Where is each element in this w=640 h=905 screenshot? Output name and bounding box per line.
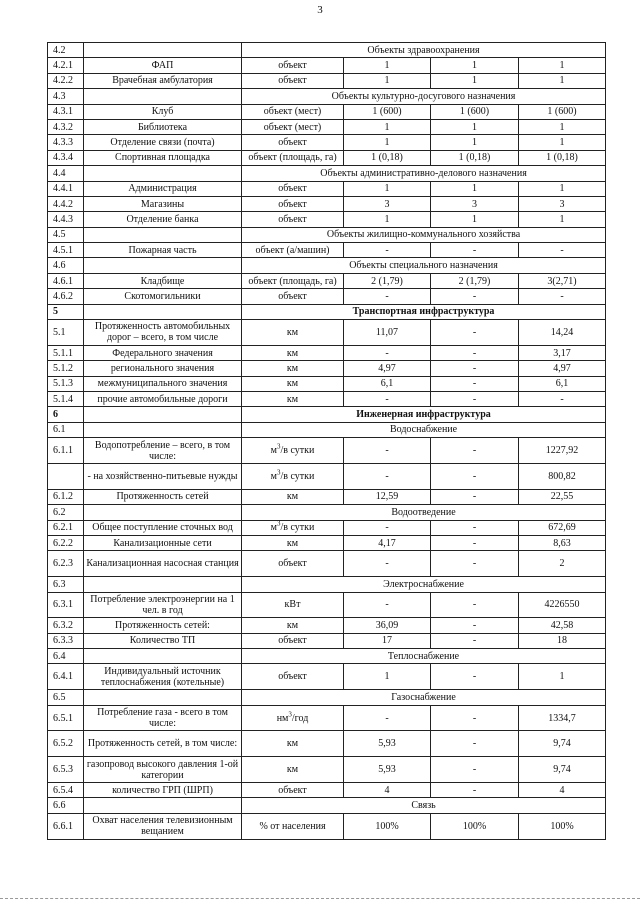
indicator-name: Пожарная часть	[84, 243, 242, 258]
indicator-name: Отделение банка	[84, 212, 242, 227]
value-cell: -	[431, 345, 519, 360]
row-number: 6.5.1	[48, 705, 84, 731]
table-row	[48, 376, 606, 391]
row-number: 6.3.3	[48, 633, 84, 648]
value-cell: -	[431, 463, 519, 489]
section-title: Объекты культурно-досугового назначения	[242, 89, 606, 104]
indicator-name: Протяженность сетей	[84, 489, 242, 504]
bottom-rule	[0, 898, 640, 899]
section-title: Теплоснабжение	[242, 649, 606, 664]
value-cell: 1	[344, 664, 431, 690]
value-cell: 1	[344, 212, 431, 227]
section-row	[48, 89, 606, 104]
value-cell: 1	[431, 212, 519, 227]
table-row	[48, 551, 606, 577]
empty-cell	[84, 258, 242, 273]
table-row	[48, 438, 606, 464]
value-cell: -	[344, 243, 431, 258]
value-cell: 4,17	[344, 535, 431, 550]
unit-cell: км	[242, 376, 344, 391]
table-row	[48, 212, 606, 227]
empty-cell	[84, 166, 242, 181]
value-cell: 4226550	[519, 592, 606, 618]
unit-cell: км	[242, 731, 344, 757]
indicator-name: Количество ТП	[84, 633, 242, 648]
indicator-name: Клуб	[84, 104, 242, 119]
table-row	[48, 273, 606, 288]
major-section-row	[48, 407, 606, 422]
unit-cell: кВт	[242, 592, 344, 618]
value-cell: 1	[344, 119, 431, 134]
value-cell: -	[344, 345, 431, 360]
indicator-name: ФАП	[84, 58, 242, 73]
value-cell: 3	[519, 196, 606, 211]
indicator-name: Канализационные сети	[84, 535, 242, 550]
value-cell: -	[431, 633, 519, 648]
row-number: 6.5.2	[48, 731, 84, 757]
value-cell: -	[431, 320, 519, 346]
value-cell: -	[431, 783, 519, 798]
value-cell: 1	[431, 119, 519, 134]
section-number: 6.1	[48, 422, 84, 437]
table-row	[48, 757, 606, 783]
value-cell: 1	[431, 181, 519, 196]
empty-cell	[84, 505, 242, 520]
value-cell: 42,58	[519, 618, 606, 633]
value-cell: 1	[519, 664, 606, 690]
indicator-name: регионального значения	[84, 361, 242, 376]
value-cell: 1	[519, 58, 606, 73]
row-number: 4.3.1	[48, 104, 84, 119]
unit-cell: км	[242, 392, 344, 407]
indicator-name: Протяженность сетей:	[84, 618, 242, 633]
unit-cell: объект (мест)	[242, 104, 344, 119]
table-row	[48, 196, 606, 211]
table-row	[48, 813, 606, 839]
value-cell: 1334,7	[519, 705, 606, 731]
table-row	[48, 463, 606, 489]
row-number: 5.1.4	[48, 392, 84, 407]
unit-cell: км	[242, 361, 344, 376]
table-row	[48, 392, 606, 407]
section-row	[48, 227, 606, 242]
unit-cell: % от населения	[242, 813, 344, 839]
section-row	[48, 505, 606, 520]
value-cell: 4	[519, 783, 606, 798]
value-cell: 1 (600)	[344, 104, 431, 119]
value-cell: 6,1	[344, 376, 431, 391]
value-cell: 3	[344, 196, 431, 211]
indicator-name: Магазины	[84, 196, 242, 211]
table-row	[48, 633, 606, 648]
value-cell: 100%	[519, 813, 606, 839]
value-cell: 1	[431, 73, 519, 88]
table-body	[48, 43, 606, 840]
section-title: Объекты административно-делового назначения	[242, 166, 606, 181]
indicator-name: Потребление электроэнергии на 1 чел. в год	[84, 592, 242, 618]
value-cell: 1	[431, 58, 519, 73]
value-cell: -	[431, 618, 519, 633]
value-cell: -	[431, 243, 519, 258]
value-cell: 1	[344, 135, 431, 150]
table-row	[48, 731, 606, 757]
value-cell: 11,07	[344, 320, 431, 346]
value-cell: -	[344, 520, 431, 535]
empty-cell	[84, 577, 242, 592]
unit-cell: $нм^3$/год	[242, 705, 344, 731]
section-row	[48, 43, 606, 58]
value-cell: 4	[344, 783, 431, 798]
value-cell: -	[431, 289, 519, 304]
table-row	[48, 150, 606, 165]
unit-cell: $м^3/в$ сутки	[242, 520, 344, 535]
empty-cell	[84, 304, 242, 319]
value-cell: -	[431, 731, 519, 757]
value-cell: -	[344, 463, 431, 489]
unit-cell: объект	[242, 196, 344, 211]
value-cell: -	[519, 392, 606, 407]
table-row	[48, 289, 606, 304]
section-title: Транспортная инфраструктура	[242, 304, 606, 319]
value-cell: 6,1	[519, 376, 606, 391]
value-cell: 18	[519, 633, 606, 648]
row-number: 5.1.3	[48, 376, 84, 391]
section-row	[48, 258, 606, 273]
value-cell: -	[431, 520, 519, 535]
indicator-name: Федерального значения	[84, 345, 242, 360]
value-cell: -	[431, 664, 519, 690]
value-cell: 12,59	[344, 489, 431, 504]
value-cell: -	[344, 592, 431, 618]
section-row	[48, 690, 606, 705]
section-number: 6.2	[48, 505, 84, 520]
value-cell: 1 (600)	[519, 104, 606, 119]
value-cell: 1 (0,18)	[431, 150, 519, 165]
section-number: 6.6	[48, 798, 84, 813]
value-cell: 800,82	[519, 463, 606, 489]
value-cell: 3,17	[519, 345, 606, 360]
row-number: 6.1.1	[48, 438, 84, 464]
row-number: 4.4.2	[48, 196, 84, 211]
section-row	[48, 798, 606, 813]
table-row	[48, 520, 606, 535]
section-number: 4.3	[48, 89, 84, 104]
row-number: 6.4.1	[48, 664, 84, 690]
value-cell: -	[519, 243, 606, 258]
table-row	[48, 664, 606, 690]
table-row	[48, 783, 606, 798]
indicator-name: количество ГРП (ШРП)	[84, 783, 242, 798]
section-title: Объекты специального назначения	[242, 258, 606, 273]
value-cell: -	[431, 535, 519, 550]
value-cell: -	[431, 705, 519, 731]
row-number: 6.5.4	[48, 783, 84, 798]
row-number: 4.6.2	[48, 289, 84, 304]
value-cell: -	[431, 438, 519, 464]
value-cell: -	[431, 489, 519, 504]
row-number: 6.5.3	[48, 757, 84, 783]
row-number: 6.1.2	[48, 489, 84, 504]
empty-cell	[84, 43, 242, 58]
indicator-name: Кладбище	[84, 273, 242, 288]
section-number: 4.6	[48, 258, 84, 273]
row-number: 6.3.2	[48, 618, 84, 633]
unit-cell: объект (мест)	[242, 119, 344, 134]
unit-cell: объект (площадь, га)	[242, 150, 344, 165]
value-cell: -	[344, 438, 431, 464]
section-number: 5	[48, 304, 84, 319]
row-number: 4.5.1	[48, 243, 84, 258]
indicator-name: Протяженность автомобильных дорог – всего, в том числе	[84, 320, 242, 346]
unit-cell: объект	[242, 633, 344, 648]
indicator-name: Скотомогильники	[84, 289, 242, 304]
table-row	[48, 104, 606, 119]
section-title: Водоотведение	[242, 505, 606, 520]
table-row	[48, 592, 606, 618]
value-cell: 8,63	[519, 535, 606, 550]
value-cell: 3	[431, 196, 519, 211]
unit-cell: объект (площадь, га)	[242, 273, 344, 288]
section-number: 4.4	[48, 166, 84, 181]
value-cell: 1	[344, 181, 431, 196]
indicator-name: Водопотребление – всего, в том числе:	[84, 438, 242, 464]
value-cell: 14,24	[519, 320, 606, 346]
unit-cell: объект	[242, 289, 344, 304]
unit-cell: км	[242, 320, 344, 346]
value-cell: 4,97	[344, 361, 431, 376]
value-cell: 3(2,71)	[519, 273, 606, 288]
unit-cell: объект	[242, 58, 344, 73]
unit-cell: км	[242, 618, 344, 633]
row-number: 5.1.2	[48, 361, 84, 376]
section-row	[48, 649, 606, 664]
value-cell: 4,97	[519, 361, 606, 376]
empty-cell	[84, 422, 242, 437]
row-number: 5.1	[48, 320, 84, 346]
section-number: 4.5	[48, 227, 84, 242]
indicator-name: межмуниципального значения	[84, 376, 242, 391]
unit-cell: объект	[242, 181, 344, 196]
unit-cell: объект (а/машин)	[242, 243, 344, 258]
indicator-name: Канализационная насосная станция	[84, 551, 242, 577]
table-row	[48, 58, 606, 73]
empty-cell	[84, 227, 242, 242]
table-row	[48, 345, 606, 360]
value-cell: 1	[519, 212, 606, 227]
table-row	[48, 119, 606, 134]
row-number: 4.2.1	[48, 58, 84, 73]
row-number: 6.2.3	[48, 551, 84, 577]
unit-cell: $м^3/в$ сутки	[242, 438, 344, 464]
row-number	[48, 463, 84, 489]
value-cell: 2 (1,79)	[431, 273, 519, 288]
value-cell: -	[431, 757, 519, 783]
unit-cell: км	[242, 757, 344, 783]
indicator-name: Потребление газа - всего в том числе:	[84, 705, 242, 731]
row-number: 4.3.4	[48, 150, 84, 165]
section-title: Инженерная инфраструктура	[242, 407, 606, 422]
indicator-name: Библиотека	[84, 119, 242, 134]
indicator-name: Общее поступление сточных вод	[84, 520, 242, 535]
value-cell: 100%	[431, 813, 519, 839]
value-cell: 1	[519, 73, 606, 88]
empty-cell	[84, 649, 242, 664]
table-row	[48, 535, 606, 550]
value-cell: -	[344, 392, 431, 407]
value-cell: 1	[519, 119, 606, 134]
value-cell: 1	[519, 181, 606, 196]
unit-cell: объект	[242, 135, 344, 150]
indicator-name: Охват населения телевизионным вещанием	[84, 813, 242, 839]
section-row	[48, 422, 606, 437]
value-cell: -	[344, 289, 431, 304]
value-cell: 9,74	[519, 757, 606, 783]
section-number: 6.3	[48, 577, 84, 592]
section-title: Электроснабжение	[242, 577, 606, 592]
value-cell: 17	[344, 633, 431, 648]
value-cell: -	[519, 289, 606, 304]
section-number: 4.2	[48, 43, 84, 58]
section-title: Водоснабжение	[242, 422, 606, 437]
table-row	[48, 320, 606, 346]
table-row	[48, 243, 606, 258]
indicator-name: Индивидуальный источник теплоснабжения (котельные)	[84, 664, 242, 690]
value-cell: -	[431, 592, 519, 618]
value-cell: -	[431, 392, 519, 407]
section-number: 6.5	[48, 690, 84, 705]
value-cell: 5,93	[344, 757, 431, 783]
table-row	[48, 618, 606, 633]
indicator-name: - на хозяйственно-питьевые нужды	[84, 463, 242, 489]
row-number: 4.2.2	[48, 73, 84, 88]
empty-cell	[84, 798, 242, 813]
section-title: Газоснабжение	[242, 690, 606, 705]
unit-cell: объект	[242, 551, 344, 577]
unit-cell: объект	[242, 73, 344, 88]
table-row	[48, 361, 606, 376]
table-row	[48, 135, 606, 150]
value-cell: 1	[431, 135, 519, 150]
value-cell: 1	[344, 73, 431, 88]
value-cell: 5,93	[344, 731, 431, 757]
value-cell: 672,69	[519, 520, 606, 535]
value-cell: 2	[519, 551, 606, 577]
value-cell: -	[431, 551, 519, 577]
infrastructure-table	[47, 42, 606, 840]
unit-cell: км	[242, 489, 344, 504]
unit-cell: объект	[242, 783, 344, 798]
row-number: 4.4.1	[48, 181, 84, 196]
unit-cell: $м^3/в$ сутки	[242, 463, 344, 489]
indicator-name: Отделение связи (почта)	[84, 135, 242, 150]
unit-cell: км	[242, 345, 344, 360]
value-cell: -	[344, 551, 431, 577]
value-cell: 2 (1,79)	[344, 273, 431, 288]
indicator-name: Протяженность сетей, в том числе:	[84, 731, 242, 757]
value-cell: 1 (0,18)	[344, 150, 431, 165]
value-cell: -	[344, 705, 431, 731]
section-title: Связь	[242, 798, 606, 813]
value-cell: -	[431, 376, 519, 391]
row-number: 6.2.2	[48, 535, 84, 550]
value-cell: 1	[344, 58, 431, 73]
indicator-name: Администрация	[84, 181, 242, 196]
section-number: 6.4	[48, 649, 84, 664]
section-row	[48, 577, 606, 592]
table-row	[48, 181, 606, 196]
value-cell: 1227,92	[519, 438, 606, 464]
indicator-name: газопровод высокого давления 1-ой категории	[84, 757, 242, 783]
value-cell: 36,09	[344, 618, 431, 633]
empty-cell	[84, 89, 242, 104]
value-cell: 1 (600)	[431, 104, 519, 119]
indicator-name: прочие автомобильные дороги	[84, 392, 242, 407]
section-number: 6	[48, 407, 84, 422]
value-cell: 1 (0,18)	[519, 150, 606, 165]
page-number: 3	[317, 4, 323, 16]
indicator-name: Врачебная амбулатория	[84, 73, 242, 88]
table-row	[48, 489, 606, 504]
value-cell: 1	[519, 135, 606, 150]
value-cell: 22,55	[519, 489, 606, 504]
row-number: 6.2.1	[48, 520, 84, 535]
indicator-name: Спортивная площадка	[84, 150, 242, 165]
value-cell: 9,74	[519, 731, 606, 757]
empty-cell	[84, 407, 242, 422]
row-number: 6.3.1	[48, 592, 84, 618]
unit-cell: объект	[242, 664, 344, 690]
row-number: 4.4.3	[48, 212, 84, 227]
row-number: 4.3.3	[48, 135, 84, 150]
row-number: 4.6.1	[48, 273, 84, 288]
row-number: 5.1.1	[48, 345, 84, 360]
section-row	[48, 166, 606, 181]
major-section-row	[48, 304, 606, 319]
empty-cell	[84, 690, 242, 705]
unit-cell: км	[242, 535, 344, 550]
value-cell: -	[431, 361, 519, 376]
table-row	[48, 705, 606, 731]
section-title: Объекты жилищно-коммунального хозяйства	[242, 227, 606, 242]
section-title: Объекты здравоохранения	[242, 43, 606, 58]
table-row	[48, 73, 606, 88]
row-number: 6.6.1	[48, 813, 84, 839]
row-number: 4.3.2	[48, 119, 84, 134]
value-cell: 100%	[344, 813, 431, 839]
unit-cell: объект	[242, 212, 344, 227]
